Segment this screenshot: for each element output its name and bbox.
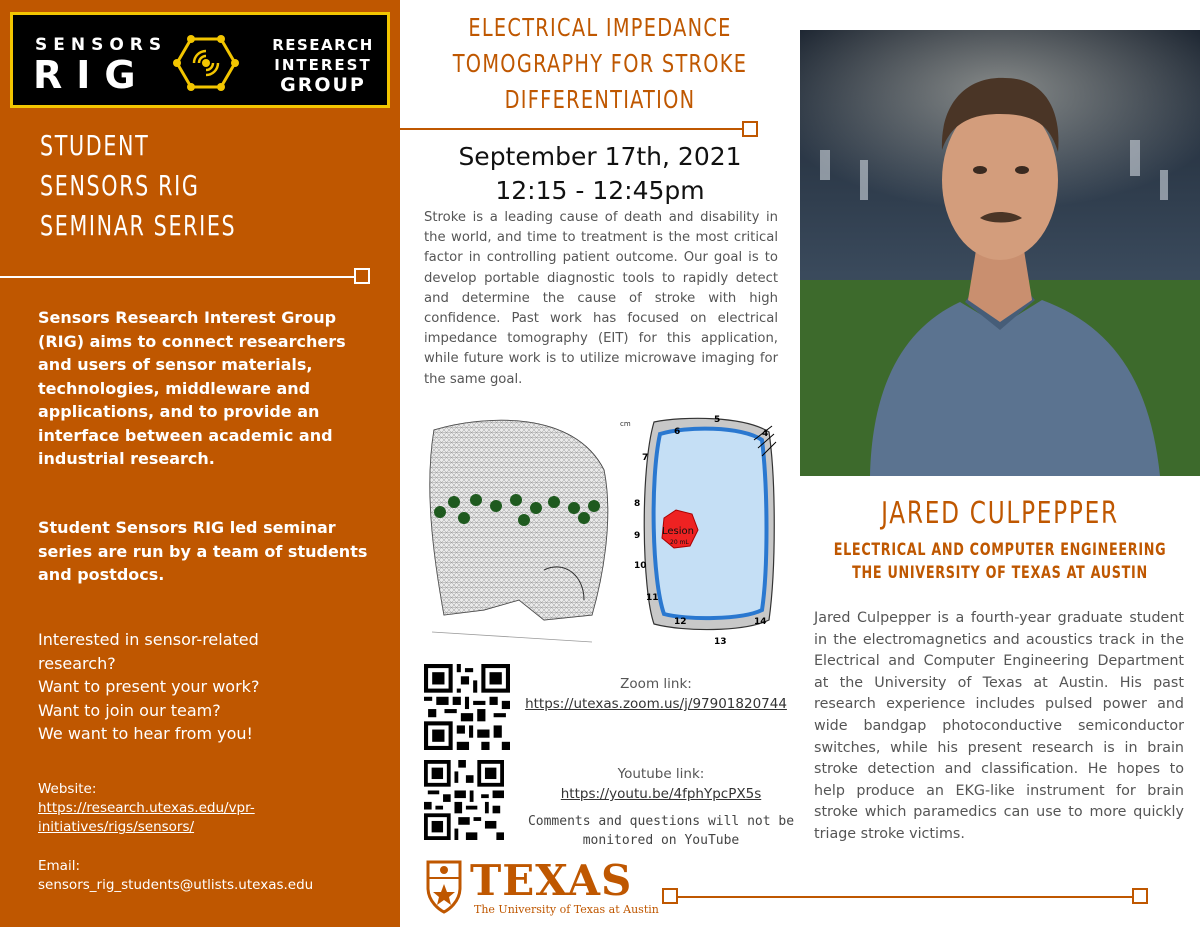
talk-title-line-2: TOMOGRAPHY FOR STROKE [452, 49, 748, 78]
youtube-link-block [526, 764, 796, 804]
interest-line: We want to hear from you! [38, 724, 253, 743]
zoom-qr-code[interactable] [424, 664, 510, 750]
logo-sensors-text: SENSORS [35, 35, 168, 55]
left-panel [0, 0, 400, 927]
texas-wordmark: TEXAS [470, 856, 633, 905]
interest-line: Want to present your work? [38, 677, 260, 696]
electrode-label: 6 [674, 427, 681, 437]
speaker-university: THE UNIVERSITY OF TEXAS AT AUSTIN [852, 563, 1148, 582]
speaker-name: JARED CULPEPPER [881, 496, 1119, 531]
electrode-label: 11 [646, 593, 659, 603]
title-divider-box [742, 121, 758, 137]
bottom-divider-box-left [662, 888, 678, 904]
email-address[interactable]: sensors_rig_students@utlists.utexas.edu [38, 877, 314, 893]
talk-date: September 17th, 2021 [458, 142, 742, 171]
speaker-photo [800, 30, 1200, 476]
antenna-hex-icon [173, 33, 239, 93]
electrode-label: 7 [642, 453, 649, 463]
interest-block [38, 628, 368, 746]
interest-line: research? [38, 653, 116, 673]
speaker-bio: Jared Culpepper is a fourth-year graduate student in the electromagnetics and acoustics track in the Electrical and Computer Engineering Department at the University of Texas at Austin. His past research experience includes pulsed power and wide bandgap photoconductive semiconductor switches, while his present research is in brain stroke detection and classification. He hopes to help produce an EKG-like instrument for brain stroke which paramedics can use to more quickly triage stroke victims. [814, 610, 1184, 842]
interest-line: Want to join our team? [38, 700, 221, 720]
logo-research: RESEARCH [272, 36, 374, 54]
lesion-label: Lesion [662, 526, 694, 537]
youtube-note: Comments and questions will not be monitored on YouTube [527, 814, 795, 848]
website-label: Website: [38, 781, 97, 797]
left-divider-box [354, 268, 370, 284]
bottom-divider-line [676, 896, 1134, 898]
sensors-rig-logo [10, 12, 390, 108]
electrode-label: 8 [634, 499, 641, 509]
series-title [40, 126, 236, 246]
about-paragraph-2: Student Sensors RIG led seminar series are run by a team of students and postdocs. [38, 518, 368, 584]
logo-rig-full [263, 35, 383, 95]
axis-unit-label: cm [620, 420, 631, 428]
website-url-part-1[interactable]: https://research.utexas.edu/vpr- [38, 800, 255, 816]
email-label: Email: [38, 858, 81, 874]
texas-subtitle: The University of Texas at Austin [474, 903, 659, 916]
electrode-label: 4 [762, 429, 769, 439]
ut-shield-icon [424, 858, 464, 914]
logo-group: GROUP [280, 74, 366, 96]
website-url-part-2[interactable]: initiatives/rigs/sensors/ [38, 819, 195, 835]
zoom-link-block [516, 674, 796, 714]
series-line-1: STUDENT [40, 129, 150, 162]
head-mesh-image [430, 420, 608, 642]
talk-datetime [420, 140, 780, 208]
left-divider-line [0, 276, 354, 278]
talk-time: 12:15 - 12:45pm [495, 176, 705, 205]
speaker-affiliation [828, 538, 1172, 584]
zoom-link[interactable]: https://utexas.zoom.us/j/97901820744 [525, 696, 787, 712]
electrode-label: 12 [674, 617, 687, 627]
bottom-divider-box-right [1132, 888, 1148, 904]
youtube-label: Youtube link: [617, 766, 705, 782]
electrode-label: 13 [714, 637, 727, 647]
youtube-link[interactable]: https://youtu.be/4fphYpcPX5s [560, 786, 762, 802]
about-paragraph: Sensors Research Interest Group (RIG) aims to connect researchers and users of sensor materials, technologies, middleware and applications, and to provide an interface between academic and industrial research. [38, 308, 346, 468]
logo-rig-text: RIG [33, 53, 150, 97]
youtube-qr-code[interactable] [424, 760, 504, 840]
interest-line: Interested in sensor-related [38, 630, 259, 649]
website-link[interactable] [38, 799, 378, 837]
electrode-label: 10 [634, 561, 647, 571]
zoom-label: Zoom link: [620, 676, 692, 692]
talk-title-line-3: DIFFERENTIATION [504, 85, 696, 114]
speaker-department: ELECTRICAL AND COMPUTER ENGINEERING [833, 540, 1167, 559]
series-line-2: SENSORS RIG [40, 169, 200, 202]
talk-title-line-1: ELECTRICAL IMPEDANCE [468, 13, 732, 42]
electrode-label: 5 [714, 415, 721, 425]
logo-interest: INTEREST [274, 56, 372, 74]
electrode-label: 9 [634, 531, 641, 541]
eit-cross-section [620, 415, 776, 647]
title-divider-line [400, 128, 742, 130]
lesion-volume: 20 mL [670, 539, 689, 546]
eit-figure [424, 410, 784, 650]
speaker-photo-illustration [800, 30, 1200, 476]
talk-abstract: Stroke is a leading cause of death and disability in the world, and time to treatment is the most critical factor in controlling patient outcome. Our goal is to develop portable diagnostic tools to rapidly detect and determine the cause of stroke with high confidence. Past work has focused on electrical impedance tomography (EIT) for this application, while future work is to utilize microwave imaging for the same goal. [424, 210, 778, 387]
electrode-label: 14 [754, 617, 767, 627]
contact-block [38, 780, 378, 895]
series-line-3: SEMINAR SERIES [40, 209, 237, 242]
talk-title [445, 10, 755, 118]
